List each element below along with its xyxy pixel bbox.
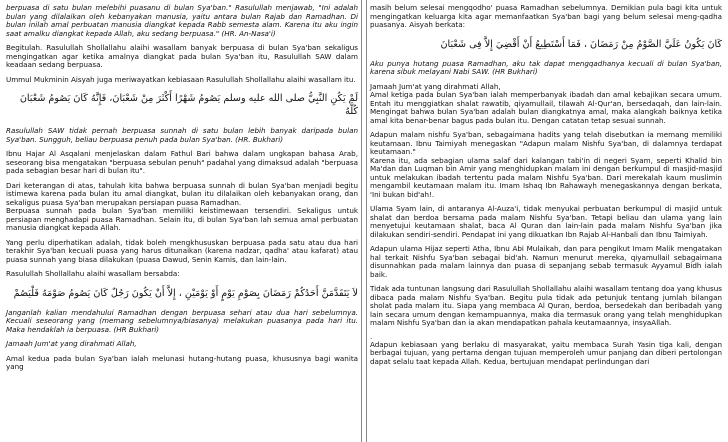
arabic-hadith-aisyah-qadha: كَانَ يَكُونُ عَلَيَّ الصَّوْمُ مِنْ رَمَضَانَ ، فَمَا أَسْتَطِيعُ أَنْ أَقْضِيَ إِلاَّ فِى شَعْبَانَ	[440, 38, 722, 50]
paragraph-amal-ketiga: Jamaah Jum'at yang dirahmati Allah, Amal ketiga pada bulan Sya'ban ialah memperbanyak ibadah dan amal kebajikan secara umum. Entah itu menggiatkan shalat rawatib, qiyamullail, tilawah Al-Qur'an, bersedaqah, dan lain-lain. Mengingat bahwa bulan Sya'ban adalah bulan diangkatnya amal, maka alangkah baiknya ketika amal kita benar-benar bagus pada bulan itu. Dengan catatan tetap sesuai sunnah.	[370, 81, 722, 125]
paragraph-kebiasaan-yasin: Adapun kebiasaan yang berlaku di masyarakat, yaitu membaca Surah Yasin tiga kali, dengan berbagai tujuan, yang pertama dengan tujuan memperoleh umur panjang dan diberi pertolongan dapat selalu taat kepada Allah. Kedua, bertujuan mendapat perlindungan dari	[370, 339, 722, 366]
arabic-hadith-ramadhan: لاَ يَتَقَدَّمَنَّ أَحَدُكُمْ رَمَضَانَ بِصَوْمِ يَوْمٍ أَوْ يَوْمَيْنِ ، إِلاَّ أَنْ يَكُونَ رَجُلٌ كَانَ يَصُومُ صَوْمَهُ فَلْيَصُمْ	[13, 287, 358, 299]
paragraph-begitulah: Begitulah. Rasulullah Shollallahu alaihi wasallam banyak berpuasa di bulan Sya'ban sekaligus mengingatkan agar ketika amalnya diangkat pada bulan Sya'ban itu, Rasulullah SAW dalam keadaan sedang berpuasa.	[6, 43, 358, 69]
paragraph-jamaah-greeting: Jamaah Jum'at yang dirahmati Allah,	[6, 339, 137, 348]
paragraph-keterangan: Dari keterangan di atas, tahulah kita bahwa berpuasa sunnah di bulan Sya'ban menjadi begitu istimewa karena pada bulan itu amal diangkat, bulan itu dilalaikan oleh kebanyakan orang, dan sekaligus puasa Sya'ban merupakan persiapan puasa Ramadhan. Berpuasa sunnah pada bulan Sya'ban memiliki keistimewaan tersendiri. Sekaligus untuk persiapan menghadapi puasa Ramadhan. Selain itu, di bulan Sya'ban lah semua amal perbuatan manusia diangkat kepada Allah.	[6, 180, 358, 232]
paragraph-nishfu-syaban: Adapun malam nishfu Sya'ban, sebagaimana hadits yang telah disebutkan ia memang memiliki keutamaan. Ibnu Taimiyah menegaskan "Adapun malam Nishfu Sya'ban, di dalamnya terdapat keutamaan." Karena itu, ada sebagian ulama salaf dari kalangan tabi'in di negeri Syam, seperti Khalid bin Ma'dan dan Luqman bin Amir yang menghidupkan malam ini dengan berkumpul di masjid-masjid untuk melakukan ibadah tertentu pada malam Nishfu Sya'ban. Dari merekalah kaum muslimin mengambil keutamaan malam itu. Imam Ishaq Ibn Rahawayh menegaskannya dengan berkata, 'Ini bukan bid'ah!.	[370, 130, 722, 199]
paragraph-ulama-hijaz: Adapun ulama Hijaz seperti Atha, Ibnu Abi Mulaikah, dan para pengikut Imam Malik mengatakan hal terkait Nishfu Sya'ban sebagai bid'ah. Namun menurut mereka, qiyamullail sebagaimana disunnahkan pada malam lainnya dan puasa di sepanjang sebab termasuk Ayyamul Bidh ialah baik.	[370, 244, 722, 279]
column-divider-left	[361, 0, 362, 442]
arabic-hadith-aisyah: لَمْ يَكُنِ النَّبِيُّ صلى الله عليه وسلم يَصُومُ شَهْرًا أَكْثَرَ مِنْ شَعْبَانَ، فَإِنَّهُ كَانَ يَصُومُ شَعْبَانَ كُلَّهُ	[19, 93, 358, 117]
paragraph-janganlah: Janganlah kalian mendahului Ramadhan dengan berpuasa sehari atau dua hari sebelumnya. Kecuali seseorang yang (memang sebelumnya/biasanya) melakukan puasanya pada hari itu. Maka hendaklah ia berpuasa. (HR Bukhari)	[6, 307, 358, 334]
right-column	[370, 4, 722, 372]
paragraph-amal-kedua: Amal kedua pada bulan Sya'ban ialah melunasi hutang-hutang puasa, khususnya bagi wanita yang	[6, 353, 358, 371]
paragraph-hadith-translation-nasai: berpuasa di satu bulan melebihi puasanu di bulan Sya'ban." Rasulullah menjawab, "Ini adalah bulan yang dilalaikan oleh kebanyakan manusia, yaitu antara bulan Rajab dan Ramadhan. Di bulan inilah amal perbuatan manusia diangkat kepada Rabb semesta alam. Karena itu aku ingin saat amalku diangkat kepada Allah, aku sedang berpuasa." (HR. An-Nasa'i)	[6, 3, 358, 38]
column-divider-right	[366, 0, 367, 442]
paragraph-ibnu-hajar: Ibnu Hajar Al Asqalani menjelaskan dalam Fathul Bari bahwa dalam ungkapan bahasa Arab, seseorang bisa mengatakan "berpuasa sebulan penuh" padahal yang dimaksud adalah "berpuasa pada sebagian besar hari di bulan itu".	[6, 149, 358, 175]
paragraph-bersabda: Rasulullah Shollallahu alaihi wasallam bersabda:	[6, 269, 180, 278]
paragraph-ulama-syam: Ulama Syam lain, di antaranya Al-Auza'i, tidak menyukai perbuatan berkumpul di masjid untuk shalat dan berdoa bersama pada malam Nishfu Sya'ban. Tetapi beliau dan ulama yang lain menyetujui keutamaan shalat, baca Al Quran dan lain-lain pada malam Nishfu Sya'ban jika dilakukan sendiri-sendiri. Pendapat ini yang dikuatkan Ibn Rajab Al-Hanbali dan Ibnu Taimiyah.	[370, 204, 722, 239]
paragraph-hutang-puasa: Aku punya hutang puasa Ramadhan, aku tak dapat mengqadhanya kecuali di bulan Sya'ban, karena sibuk melayani Nabi SAW. (HR Bukhari)	[370, 58, 722, 76]
paragraph-hadith-translation-bukhari: Rasulullah SAW tidak pernah berpuasa sunnah di satu bulan lebih banyak daripada bulan Sya'ban. Sungguh, beliau berpuasa penuh pada bulan Sya'ban. (HR. Bukhari)	[6, 126, 358, 144]
paragraph-perlu-diperhatikan: Yang perlu diperhatikan adalah, tidak boleh mengkhususkan berpuasa pada satu atau dua hari terakhir Sya'ban kecuali puasa yang harus ditunaikan (karena nadzar, qadha' atau kafarat) atau puasa sunnah yang biasa dilakukan (puasa Dawud, Senin Kamis, dan lain-lain.	[6, 237, 358, 264]
left-column	[6, 4, 358, 378]
paragraph-tuntunan: Tidak ada tuntunan langsung dari Rasulullah Shollallahu alaihi wasallam tentang doa yang khusus dibaca pada malam Nishfu Sya'ban. Begitu pula tidak ada petunjuk tentang jumlah bilangan sholat pada malam itu. Siapa yang membaca Al Quran, berdoa, bersedekah dan beribadah yang lain secara umum dengan kemampuannya, maka dia termasuk orang yang telah menghidupkan malam Nishfu Sya'ban dan ia akan mendapatkan pahala keutamaannya, insyaAllah.	[370, 284, 722, 327]
paragraph-aisyah-intro: Ummul Mukminin Aisyah juga meriwayatkan kebiasaan Rasulullah Shollallahu alaihi wasallam itu.	[6, 74, 356, 84]
paragraph-dot: .	[370, 331, 373, 341]
paragraph-qodho: masih belum selesai mengqodho' puasa Ramadhan sebelumnya. Demikian pula bagi kita untuk mengingatkan keluarga kita agar memanfaatkan Sya'ban bagi yang belum selesai meng-qadha puasanya. Aisyah berkata:	[370, 3, 722, 29]
